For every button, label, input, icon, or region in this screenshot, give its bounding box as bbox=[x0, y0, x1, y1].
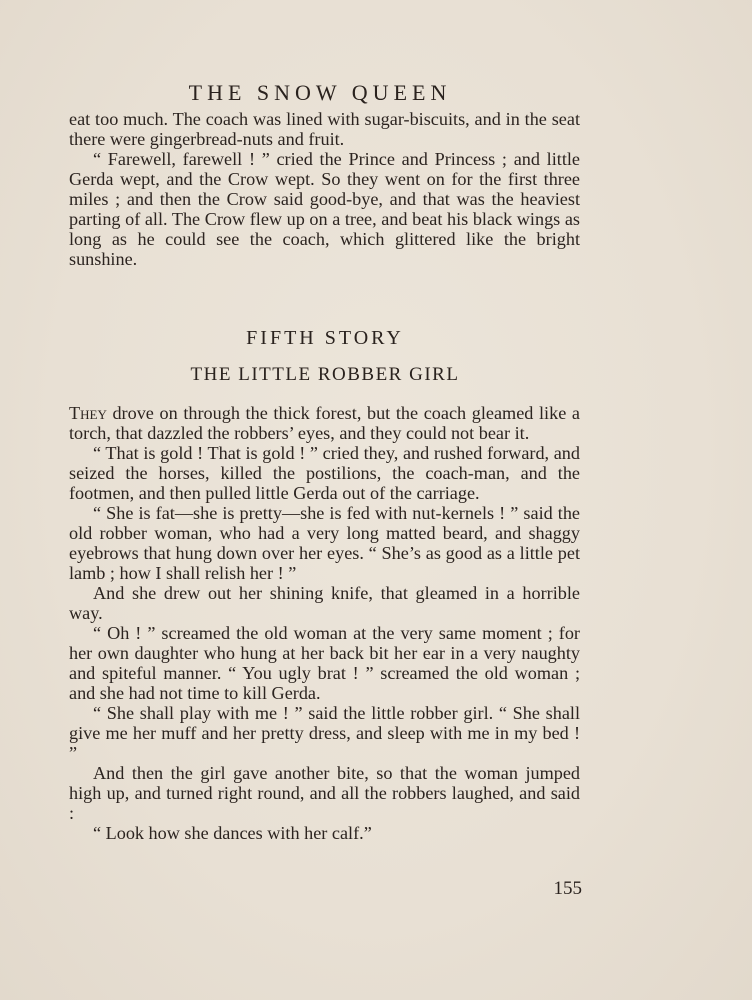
paragraph: “ Oh ! ” screamed the old woman at the very same moment ; for her own daughter who hung at her back bit her ear in a very naughty and spiteful manner. “ You ugly brat ! ” screamed the old woman ; and she had not time to kill Gerda. bbox=[69, 623, 580, 703]
paragraph: And then the girl gave another bite, so that the woman jumped high up, and turned right round, and all the robbers laughed, and said : bbox=[69, 763, 580, 823]
opening-word: They bbox=[69, 403, 107, 423]
opening-paragraph bbox=[69, 403, 580, 443]
opening-text: drove on through the thick forest, but the coach gleamed like a torch, that dazzled the robbers’ eyes, and they could not bear it. bbox=[69, 403, 580, 443]
paragraph: “ Look how she dances with her calf.” bbox=[93, 823, 372, 843]
story-number-heading: FIFTH STORY bbox=[246, 327, 404, 349]
story-text bbox=[69, 403, 580, 843]
page-number: 155 bbox=[553, 878, 582, 899]
paragraph: eat too much. The coach was lined with sugar-biscuits, and in the seat there were gingerbread-nuts and fruit. bbox=[69, 109, 580, 149]
paragraph: “ That is gold ! That is gold ! ” cried they, and rushed forward, and seized the horses, killed the postilions, the coach-man, and the footmen, and then pulled little Gerda out of the carriage. bbox=[69, 443, 580, 503]
running-head: THE SNOW QUEEN bbox=[188, 80, 452, 105]
paragraph: And she drew out her shining knife, that gleamed in a horrible way. bbox=[69, 583, 580, 623]
paragraph: “ Farewell, farewell ! ” cried the Prince and Princess ; and little Gerda wept, and the Crow wept. So they went on for the first three miles ; and then the Crow said good-bye, and that was the heaviest parting of all. The Crow flew up on a tree, and beat his black wings as long as he could see the coach, which glittered like the bright sunshine. bbox=[69, 149, 580, 269]
paragraph: “ She shall play with me ! ” said the little robber girl. “ She shall give me her muff and her pretty dress, and sleep with me in my bed ! ” bbox=[69, 703, 580, 763]
story-title-heading: THE LITTLE ROBBER GIRL bbox=[190, 364, 460, 385]
paragraph: “ She is fat—she is pretty—she is fed with nut-kernels ! ” said the old robber woman, who had a very long matted beard, and shaggy eyebrows that hung down over her eyes. “ She’s as good as a little pet lamb ; how I shall relish her ! ” bbox=[69, 503, 580, 583]
continuation-text bbox=[69, 109, 580, 269]
